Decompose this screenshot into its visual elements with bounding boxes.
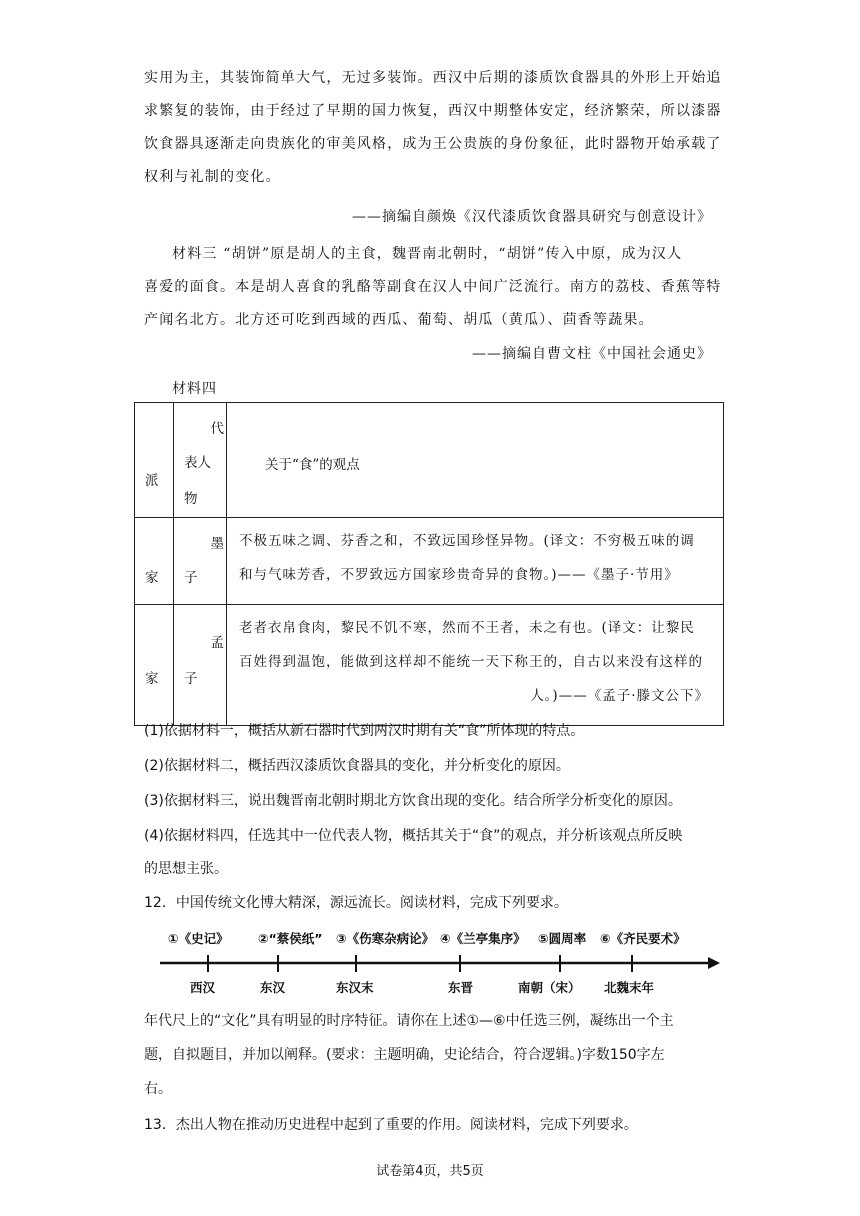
view-line: 和与气味芳香，不罗致远方国家珍贵奇异的食物。)——《墨子·节用》	[239, 567, 679, 583]
question-12-body-line: 题，自拟题目，并加以阐释。(要求：主题明确，史论结合，符合逻辑。)字数150字左	[144, 1047, 665, 1063]
person-text-a: 孟	[210, 635, 224, 651]
text-line: 产闻名北方。北方还可吃到西域的西瓜、葡萄、胡瓜（黄瓜）、茴香等蔬果。	[144, 312, 654, 328]
representative-header-a: 代	[210, 421, 224, 437]
school-header-cell	[135, 403, 174, 518]
person-cell	[174, 518, 227, 605]
view-cell	[227, 518, 724, 605]
question-2: (2)依据材料二，概括西汉漆质饮食器具的变化，并分析变化的原因。	[144, 758, 570, 774]
view-line: 老者衣帛食肉，黎民不饥不寒，然而不王者，未之有也。(译文：让黎民	[239, 620, 695, 636]
view-line: 不极五味之调、芬香之和，不致远国珍怪异物。(译文：不穷极五味的调	[239, 533, 695, 549]
question-4-cont: 的思想主张。	[144, 861, 228, 877]
timeline-item: ②“蔡侯纸”	[258, 931, 323, 946]
text-line: 材料三 “胡饼”原是胡人的主食，魏晋南北朝时，“胡饼”传入中原，成为汉人	[172, 246, 683, 262]
text-line: 喜爱的面食。本是胡人喜食的乳酪等副食在汉人中间广泛流行。南方的荔枝、香蕉等特	[144, 279, 722, 295]
school-header: 派	[145, 473, 159, 489]
person-text-b: 子	[184, 570, 198, 586]
question-12-title: 12．中国传统文化博大精深，源远流长。阅读材料，完成下列要求。	[144, 895, 568, 911]
text-line: 求繁复的装饰，由于经过了早期的国力恢复，西汉中期整体安定，经济繁荣，所以漆器	[144, 103, 722, 119]
timeline-period: 东汉末	[336, 980, 374, 995]
timeline-period: 南朝（宋）	[518, 980, 581, 995]
timeline-item: ⑤圆周率	[538, 931, 587, 946]
text-line: 权利与礼制的变化。	[144, 169, 281, 185]
representative-header-b: 表人	[184, 455, 211, 471]
timeline-period: 东汉	[260, 980, 286, 995]
question-3: (3)依据材料三，说出魏晋南北朝时期北方饮食出现的变化。结合所学分析变化的原因。	[144, 793, 682, 809]
timeline-svg	[160, 922, 730, 1002]
material2-paragraph	[144, 62, 720, 194]
question-13-title: 13．杰出人物在推动历史进程中起到了重要的作用。阅读材料，完成下列要求。	[144, 1117, 638, 1133]
school-cell	[135, 518, 174, 605]
school-text: 家	[145, 570, 159, 586]
page-footer: 试卷第4页，共5页	[376, 1164, 484, 1179]
material4-label: 材料四	[172, 381, 217, 397]
person-text-a: 墨	[210, 536, 224, 552]
view-line: 人。)——《孟子·滕文公下》	[530, 688, 709, 704]
representative-header-c: 物	[184, 491, 198, 507]
view-line: 百姓得到温饱，能做到这样却不能统一天下称王的，自古以来没有这样的	[239, 654, 703, 670]
person-cell	[174, 605, 227, 726]
timeline-item: ④《兰亭集序》	[440, 931, 526, 946]
text-line: 饮食器具逐渐走向贵族化的审美风格，成为王公贵族的身份象征，此时器物开始承载了	[144, 136, 722, 152]
timeline-item: ⑥《齐民要术》	[600, 931, 686, 946]
timeline-item: ③《伤寒杂病论》	[336, 931, 435, 946]
table-row	[135, 605, 724, 726]
timeline-item: ①《史记》	[168, 931, 229, 946]
food-views-table	[134, 402, 724, 726]
view-header: 关于“食”的观点	[265, 457, 360, 473]
material3-source: ——摘编自曹文柱《中国社会通史》	[472, 346, 712, 362]
school-text: 家	[145, 671, 159, 687]
material2-source: ——摘编自颜焕《汉代漆质饮食器具研究与创意设计》	[352, 209, 712, 225]
culture-timeline	[160, 922, 730, 1002]
school-cell	[135, 605, 174, 726]
view-cell	[227, 605, 724, 726]
table-row	[135, 518, 724, 605]
question-4: (4)依据材料四，任选其中一位代表人物，概括其关于“食”的观点，并分析该观点所反映	[144, 828, 683, 844]
timeline-arrow	[708, 957, 720, 969]
question-1: (1)依据材料一，概括从新石器时代到两汉时期有关“食”所体现的特点。	[144, 723, 585, 739]
representative-header-cell	[174, 403, 227, 518]
view-header-cell	[227, 403, 724, 518]
person-text-b: 子	[184, 671, 198, 687]
timeline-period: 北魏末年	[604, 980, 655, 995]
table-header-row	[135, 403, 724, 518]
text-line: 实用为主，其装饰简单大气，无过多装饰。西汉中后期的漆质饮食器具的外形上开始追	[144, 70, 722, 86]
timeline-period: 西汉	[190, 980, 216, 995]
question-12-body-line: 右。	[144, 1081, 172, 1097]
timeline-period: 东晋	[448, 980, 474, 995]
material3-paragraph-cont	[144, 271, 720, 337]
question-12-body-line: 年代尺上的“文化”具有明显的时序特征。请你在上述①—⑥中任选三例，凝练出一个主	[144, 1013, 674, 1029]
material3-paragraph	[172, 238, 720, 271]
